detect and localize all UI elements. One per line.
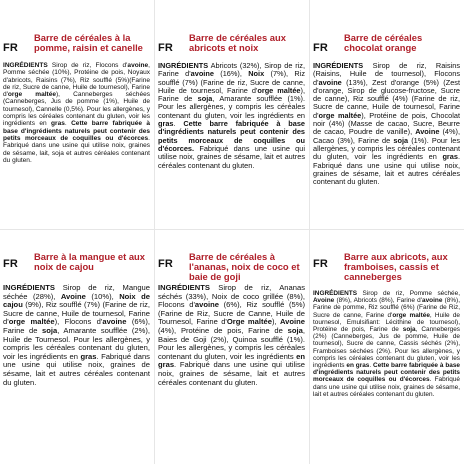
ingredient-fragment: ), Flocons d' <box>54 317 103 327</box>
ingredient-bold-fragment: avoine <box>190 69 214 79</box>
ingredient-bold-fragment: Avoine <box>313 297 335 305</box>
ingredient-bold-fragment: Noix de cajou <box>3 291 150 310</box>
ingredient-bold-fragment: gras <box>442 152 458 162</box>
ingredient-fragment: , Amarante soufflée (1%). Pour les allergènes, y compris les céréales contenant du gluten, voir les ingrédients en <box>158 94 305 120</box>
ingredient-fragment: Abricots (32%), Sirop de riz, Farine d' <box>158 61 305 79</box>
ingredient-bold-fragment: Cette barre fabriquée à base d'ingrédients naturels peut contenir des petits morceaux de coquilles ou d'écorces <box>3 120 151 142</box>
ingredient-bold-fragment: gras <box>51 120 65 128</box>
ingredient-fragment: Sirop de riz, Ananas séchés (33%), Noix de coco grillée (8%), Flocons d' <box>158 283 305 310</box>
ingredient-bold-fragment: Orge maltée <box>226 317 272 327</box>
product-title: Barre de céréales à l'ananas, noix de coco et baie de goji <box>189 251 300 283</box>
ingredient-fragment: . Fabriqué dans une usine qui utilise noix, graines de sésame, lait et autres céréales contenant du gluten. <box>158 360 305 387</box>
ingredient-fragment: Sirop de riz, Mangue séchée (28%), <box>3 283 150 301</box>
language-code: FR <box>3 258 19 270</box>
ingredient-fragment: (4%), Protéine de pois, Farine de <box>158 325 288 335</box>
ingredient-fragment: , Amarante soufflée (2%), Huile de Tournesol. Pour les allergènes, y compris les céréales contenant du gluten, voir les ingrédients en <box>3 325 150 361</box>
label-panel-apricot-walnut <box>155 0 308 228</box>
ingredient-bold-fragment: orge maltée <box>392 311 430 319</box>
product-title: Barre de céréales à la pomme, raisin et canelle <box>34 32 143 54</box>
ingredient-fragment: (4%), Cacao (3%), Farine de <box>313 127 460 145</box>
ingredient-fragment: (9%), Riz soufflé (7%) (Farine de riz, Sucre de canne, Huile de tournesol, Farine d' <box>3 300 150 327</box>
ingredient-fragment: ), <box>271 317 280 327</box>
ingredient-fragment: , Canneberges (2%) (Canneberges, Jus de pomme, Huile de tournesol), Sucre de canne, Cassis séchés (2%), Framboises séchées (2%). Pour les allergènes, y compris les céréales contenant du gluten, voir les ingrédients <box>313 326 461 370</box>
language-code: FR <box>313 258 329 270</box>
ingredient-fragment: (8%), Abricots (8%), Farine d' <box>334 297 422 305</box>
ingredient-fragment: . <box>369 362 374 370</box>
label-panel-mango-cashew <box>0 232 153 464</box>
ingredient-bold-fragment: INGRÉDIENTS <box>3 62 48 69</box>
ingredient-bold-fragment: orge maltée <box>257 85 301 95</box>
label-panel-apricot-raspberry-blackcurrant-cranberry <box>310 232 463 464</box>
ingredient-bold-fragment: avoine <box>422 297 443 305</box>
ingredient-fragment: Sirop de riz, Raisins (Raisins, Huile de tournesol), Flocons d' <box>313 61 460 87</box>
ingredient-fragment: ), Farine de <box>158 85 305 104</box>
ingredient-bold-fragment: orge maltée <box>8 317 55 327</box>
ingredient-bold-fragment: INGRÉDIENTS <box>3 283 55 292</box>
language-code: FR <box>313 42 329 54</box>
language-code: FR <box>158 258 174 270</box>
ingredient-fragment: ), Protéine de pois, Chocolat noir (4%) (Masse de cacao, Sucre, Beurre de cacao, Poudre de vanille), <box>313 110 460 137</box>
ingredient-fragment: (13%), Zest d'orange (5%) (Zest d'orange, Sirop de glucose-fructose, Sucre de canne), Riz soufflé (4%) (Farine de riz, Sucre de canne, Huile de tournesol, Farine d' <box>313 77 460 120</box>
ingredient-bold-fragment: INGRÉDIENTS <box>158 283 210 292</box>
ingredient-fragment: , Huile de tournesol, Emulsifiant: Lécithine de tournesol), Protéine de pois, Farine de <box>313 311 460 334</box>
label-panel-apple-raisin-cinnamon <box>0 0 153 228</box>
ingredients-text <box>158 284 305 387</box>
product-title: Barre de céréales aux abricots et noix <box>189 32 286 54</box>
ingredient-fragment: , Baies de Goji (2%), Quinoa soufflé (1%). Pour les allergènes, y compris les céréales contenant du gluten, voir les ingrédients <box>158 325 305 361</box>
product-title: Barre aux abricots, aux framboises, cassis et canneberges <box>344 251 448 283</box>
ingredients-text <box>158 62 305 170</box>
ingredient-fragment: . <box>64 120 72 128</box>
ingredient-bold-fragment: soja <box>197 94 213 104</box>
ingredient-fragment: (6%), Farine de <box>3 317 150 335</box>
ingredient-fragment: . Fabriqué dans une usine qui utilise noix, graines de sésame, lait et autres céréales contenant du gluten. <box>313 152 460 187</box>
ingredient-fragment: (6%), Riz soufflé (5%) (Farine de Riz, Sucre de Canne, Huile de Tournesol, Farine d' <box>158 300 305 327</box>
ingredient-bold-fragment: avoine <box>318 77 342 87</box>
ingredient-bold-fragment: en gras <box>158 351 305 370</box>
ingredient-bold-fragment: Cette barre fabriquée à base d'ingrédients naturels peut contenir des petits morceaux de coquilles ou d'écorces <box>313 362 460 384</box>
ingredient-fragment: (1%). Pour les allergènes, y compris les céréales contenant du gluten, voir les ingrédients en <box>313 135 460 162</box>
ingredient-fragment: (8%), Farine de pomme, Riz soufflé (6%) (Farine de Riz, Sucre de canne, Farine d' <box>313 297 460 319</box>
ingredient-fragment: , Pomme séchée (10%), Protéine de pois, Noyaux d'abricots, Raisins (7%), Riz soufflé (5%)(Farine de riz, Sucre de canne, Huile de tournesol), Farine d' <box>3 62 150 99</box>
ingredient-bold-fragment: Avoine <box>60 291 86 301</box>
ingredient-fragment: (10%), <box>85 291 120 301</box>
ingredient-fragment: (16%), <box>213 69 249 79</box>
ingredient-bold-fragment: avoine <box>194 300 219 310</box>
language-code: FR <box>3 42 19 54</box>
ingredient-bold-fragment: Avoine <box>279 317 305 327</box>
ingredient-fragment: . Fabriqué dans une usine qui utilise noix, graines de sésame, lait et autres céréales contenant du gluten. <box>313 376 460 398</box>
ingredient-bold-fragment: Cette barre fabriquée à base d'ingrédients naturels peut contenir des petits morceaux de coquilles ou d'écorces. <box>158 119 305 153</box>
ingredient-bold-fragment: soja <box>402 326 416 334</box>
ingredient-bold-fragment: Noix <box>248 69 265 79</box>
language-code: FR <box>158 42 174 54</box>
ingredients-text <box>313 62 460 186</box>
ingredient-fragment: Fabriqué dans une usine qui utilise noix, graines de sésame, lait et autres céréales contenant du gluten. <box>158 143 305 170</box>
ingredient-bold-fragment: soja <box>287 325 303 335</box>
ingredient-bold-fragment: avoine <box>102 317 127 327</box>
ingredient-fragment: . Fabriqué dans une usine qui utilise noix, graines de sésame, lait, soja et autres céréales contenant du gluten. <box>3 134 150 164</box>
ingredient-fragment: . <box>173 119 184 129</box>
ingredient-bold-fragment: INGRÉDIENTS <box>313 61 364 70</box>
ingredient-fragment: ), Canneberges séchées (Canneberges, Jus de pomme (1%), Huile de tournesol), Cannelle (0,5%). Pour les allergènes, y compris les céréales contenant du gluten, voir les ingrédients en <box>3 91 150 128</box>
ingredient-fragment: . Fabriqué dans une usine qui utilise noix, graines de sésame, lait et autres céréales contenant du gluten. <box>3 351 150 387</box>
label-panel-chocolate-orange <box>310 0 463 228</box>
ingredient-fragment: Sirop de riz, Pomme séchée, <box>357 290 460 297</box>
ingredients-text <box>3 62 150 164</box>
ingredient-bold-fragment: gras <box>80 351 97 361</box>
ingredients-text <box>3 284 150 387</box>
ingredient-bold-fragment: avoine <box>127 62 149 69</box>
ingredient-fragment: (7%), Riz soufflé (7%) (Farine de riz, Sucre de canne, Huile de tournesol, Farine d' <box>158 69 306 95</box>
ingredient-fragment: Sirop de riz, Flocons d' <box>47 62 128 69</box>
ingredient-bold-fragment: soja <box>393 135 409 145</box>
ingredient-bold-fragment: orge maltée <box>318 110 362 120</box>
ingredient-bold-fragment: INGRÉDIENTS <box>313 290 357 297</box>
ingredient-bold-fragment: gras <box>158 119 174 129</box>
ingredient-bold-fragment: Avoine <box>415 127 440 137</box>
ingredient-bold-fragment: en gras <box>346 362 370 370</box>
ingredient-bold-fragment: orge maltée <box>7 91 56 99</box>
ingredient-bold-fragment: soja <box>42 325 58 335</box>
label-panel-pineapple-coconut-goji <box>155 232 308 464</box>
ingredient-bold-fragment: INGRÉDIENTS <box>158 61 209 70</box>
product-title: Barre à la mangue et aux noix de cajou <box>34 251 145 273</box>
row-divider <box>0 229 464 230</box>
product-title: Barre de céréales chocolat orange <box>344 32 423 54</box>
ingredients-text <box>313 290 460 398</box>
